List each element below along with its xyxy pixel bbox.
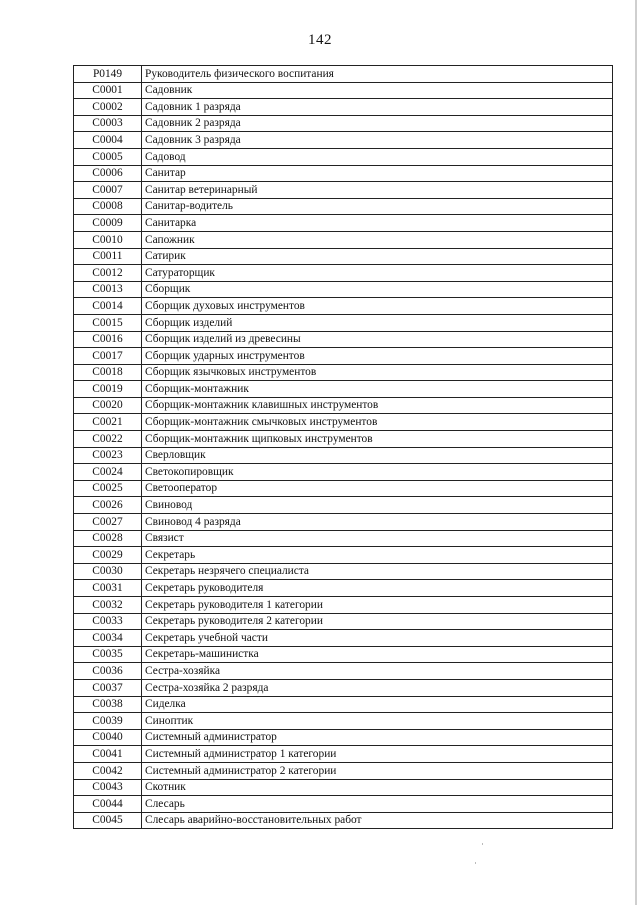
scan-edge-shadow bbox=[635, 0, 637, 905]
occupation-title-cell: Свиновод 4 разряда bbox=[142, 514, 613, 531]
code-cell: C0043 bbox=[74, 779, 142, 796]
table-body bbox=[74, 66, 613, 829]
table-row bbox=[74, 480, 613, 497]
table-row bbox=[74, 115, 613, 132]
table-row bbox=[74, 679, 613, 696]
occupation-title-cell: Сиделка bbox=[142, 696, 613, 713]
code-cell: C0044 bbox=[74, 796, 142, 813]
code-cell: C0019 bbox=[74, 381, 142, 398]
table-row bbox=[74, 364, 613, 381]
occupation-title-cell: Садовник 1 разряда bbox=[142, 99, 613, 116]
code-cell: C0003 bbox=[74, 115, 142, 132]
table-row bbox=[74, 580, 613, 597]
code-cell: C0014 bbox=[74, 298, 142, 315]
table-row bbox=[74, 66, 613, 83]
occupation-title-cell: Сборщик изделий из древесины bbox=[142, 331, 613, 348]
code-cell: C0006 bbox=[74, 165, 142, 182]
code-cell: P0149 bbox=[74, 66, 142, 83]
table-row bbox=[74, 414, 613, 431]
table-row bbox=[74, 248, 613, 265]
table-row bbox=[74, 796, 613, 813]
occupation-title-cell: Светооператор bbox=[142, 480, 613, 497]
occupation-title-cell: Садовод bbox=[142, 148, 613, 165]
scan-speck bbox=[475, 862, 476, 864]
code-cell: C0031 bbox=[74, 580, 142, 597]
code-cell: C0025 bbox=[74, 480, 142, 497]
code-cell: C0045 bbox=[74, 812, 142, 829]
occupation-title-cell: Санитарка bbox=[142, 215, 613, 232]
occupation-title-cell: Секретарь руководителя bbox=[142, 580, 613, 597]
table-row bbox=[74, 397, 613, 414]
code-cell: C0042 bbox=[74, 762, 142, 779]
occupation-title-cell: Сапожник bbox=[142, 231, 613, 248]
occupation-title-cell: Сборщик-монтажник смычковых инструментов bbox=[142, 414, 613, 431]
table-row bbox=[74, 215, 613, 232]
table-row bbox=[74, 198, 613, 215]
code-cell: C0017 bbox=[74, 348, 142, 365]
code-cell: C0001 bbox=[74, 82, 142, 99]
occupation-title-cell: Санитар ветеринарный bbox=[142, 182, 613, 199]
table-row bbox=[74, 314, 613, 331]
code-cell: C0035 bbox=[74, 646, 142, 663]
table-row bbox=[74, 779, 613, 796]
occupation-title-cell: Сборщик духовых инструментов bbox=[142, 298, 613, 315]
code-cell: C0002 bbox=[74, 99, 142, 116]
table-row bbox=[74, 762, 613, 779]
code-cell: C0023 bbox=[74, 447, 142, 464]
occupation-title-cell: Садовник 3 разряда bbox=[142, 132, 613, 149]
occupation-title-cell: Секретарь руководителя 2 категории bbox=[142, 613, 613, 630]
table-row bbox=[74, 663, 613, 680]
occupation-title-cell: Свиновод bbox=[142, 497, 613, 514]
table-row bbox=[74, 613, 613, 630]
occupation-title-cell: Связист bbox=[142, 530, 613, 547]
occupation-title-cell: Секретарь bbox=[142, 547, 613, 564]
table-row bbox=[74, 646, 613, 663]
occupation-title-cell: Сатураторщик bbox=[142, 265, 613, 282]
code-cell: C0012 bbox=[74, 265, 142, 282]
occupation-title-cell: Руководитель физического воспитания bbox=[142, 66, 613, 83]
table-row bbox=[74, 381, 613, 398]
code-cell: C0021 bbox=[74, 414, 142, 431]
occupation-title-cell: Садовник 2 разряда bbox=[142, 115, 613, 132]
occupation-codes-table bbox=[73, 65, 613, 829]
table-row bbox=[74, 348, 613, 365]
occupation-title-cell: Сестра-хозяйка 2 разряда bbox=[142, 679, 613, 696]
occupation-title-cell: Сборщик ударных инструментов bbox=[142, 348, 613, 365]
table-row bbox=[74, 431, 613, 448]
code-cell: C0007 bbox=[74, 182, 142, 199]
code-cell: C0022 bbox=[74, 431, 142, 448]
table-row bbox=[74, 99, 613, 116]
table-row bbox=[74, 597, 613, 614]
code-cell: C0041 bbox=[74, 746, 142, 763]
occupation-title-cell: Сверловщик bbox=[142, 447, 613, 464]
occupation-title-cell: Слесарь bbox=[142, 796, 613, 813]
occupation-title-cell: Санитар bbox=[142, 165, 613, 182]
table-row bbox=[74, 464, 613, 481]
page-number: 142 bbox=[308, 32, 332, 48]
code-cell: C0037 bbox=[74, 679, 142, 696]
table-row bbox=[74, 746, 613, 763]
occupation-title-cell: Сборщик-монтажник клавишных инструментов bbox=[142, 397, 613, 414]
occupation-title-cell: Секретарь руководителя 1 категории bbox=[142, 597, 613, 614]
code-cell: C0032 bbox=[74, 597, 142, 614]
code-cell: C0018 bbox=[74, 364, 142, 381]
table-row bbox=[74, 148, 613, 165]
occupation-title-cell: Сборщик изделий bbox=[142, 314, 613, 331]
table-row bbox=[74, 298, 613, 315]
code-cell: C0016 bbox=[74, 331, 142, 348]
code-cell: C0038 bbox=[74, 696, 142, 713]
occupation-title-cell: Сборщик bbox=[142, 281, 613, 298]
code-cell: C0028 bbox=[74, 530, 142, 547]
code-cell: C0020 bbox=[74, 397, 142, 414]
code-cell: C0009 bbox=[74, 215, 142, 232]
table-row bbox=[74, 132, 613, 149]
table-row bbox=[74, 713, 613, 730]
table-row bbox=[74, 231, 613, 248]
occupation-title-cell: Санитар-водитель bbox=[142, 198, 613, 215]
code-cell: C0040 bbox=[74, 729, 142, 746]
table-row bbox=[74, 729, 613, 746]
code-cell: C0030 bbox=[74, 563, 142, 580]
code-cell: C0005 bbox=[74, 148, 142, 165]
occupation-title-cell: Системный администратор 1 категории bbox=[142, 746, 613, 763]
occupation-title-cell: Системный администратор bbox=[142, 729, 613, 746]
code-cell: C0039 bbox=[74, 713, 142, 730]
table-row bbox=[74, 182, 613, 199]
occupation-title-cell: Системный администратор 2 категории bbox=[142, 762, 613, 779]
occupation-title-cell: Секретарь незрячего специалиста bbox=[142, 563, 613, 580]
occupation-title-cell: Светокопировщик bbox=[142, 464, 613, 481]
table-row bbox=[74, 563, 613, 580]
code-cell: C0013 bbox=[74, 281, 142, 298]
code-cell: C0015 bbox=[74, 314, 142, 331]
table-row bbox=[74, 331, 613, 348]
table-row bbox=[74, 547, 613, 564]
occupation-title-cell: Сборщик-монтажник щипковых инструментов bbox=[142, 431, 613, 448]
code-cell: C0026 bbox=[74, 497, 142, 514]
table-row bbox=[74, 281, 613, 298]
code-cell: C0024 bbox=[74, 464, 142, 481]
table-row bbox=[74, 696, 613, 713]
occupation-title-cell: Слесарь аварийно-восстановительных работ bbox=[142, 812, 613, 829]
table-row bbox=[74, 447, 613, 464]
code-cell: C0036 bbox=[74, 663, 142, 680]
occupation-title-cell: Секретарь-машинистка bbox=[142, 646, 613, 663]
table-row bbox=[74, 514, 613, 531]
table-row bbox=[74, 82, 613, 99]
code-cell: C0027 bbox=[74, 514, 142, 531]
table-row bbox=[74, 630, 613, 647]
code-cell: C0010 bbox=[74, 231, 142, 248]
code-cell: C0004 bbox=[74, 132, 142, 149]
code-cell: C0033 bbox=[74, 613, 142, 630]
table-row bbox=[74, 165, 613, 182]
occupation-title-cell: Секретарь учебной части bbox=[142, 630, 613, 647]
scan-speck bbox=[482, 843, 483, 845]
table-row bbox=[74, 265, 613, 282]
occupation-title-cell: Сборщик-монтажник bbox=[142, 381, 613, 398]
table-row bbox=[74, 530, 613, 547]
occupation-title-cell: Сатирик bbox=[142, 248, 613, 265]
table-row bbox=[74, 812, 613, 829]
occupation-title-cell: Синоптик bbox=[142, 713, 613, 730]
table-row bbox=[74, 497, 613, 514]
code-cell: C0011 bbox=[74, 248, 142, 265]
occupation-title-cell: Сборщик язычковых инструментов bbox=[142, 364, 613, 381]
occupation-title-cell: Скотник bbox=[142, 779, 613, 796]
code-cell: C0008 bbox=[74, 198, 142, 215]
occupation-title-cell: Садовник bbox=[142, 82, 613, 99]
occupation-title-cell: Сестра-хозяйка bbox=[142, 663, 613, 680]
code-cell: C0029 bbox=[74, 547, 142, 564]
code-cell: C0034 bbox=[74, 630, 142, 647]
